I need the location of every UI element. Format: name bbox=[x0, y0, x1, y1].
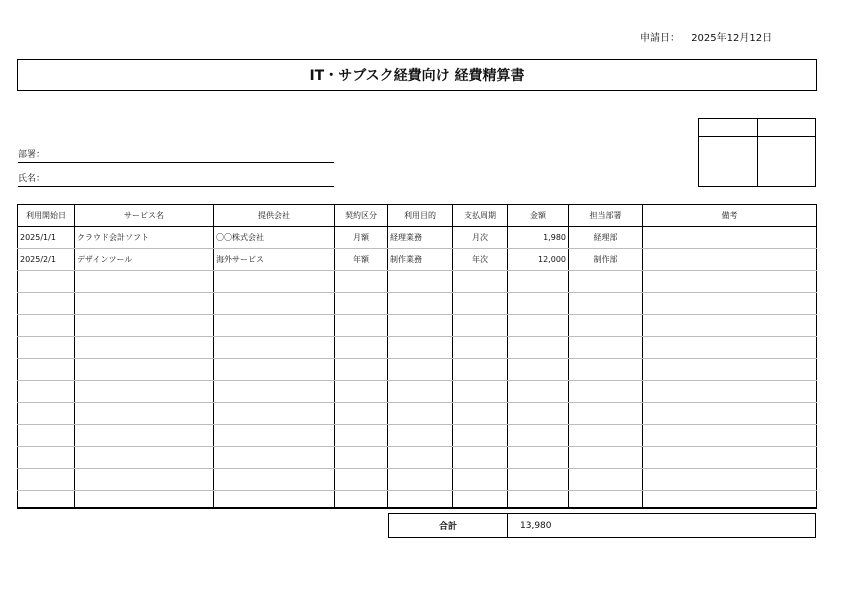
department-cell[interactable] bbox=[569, 403, 643, 425]
contract-cell[interactable] bbox=[335, 293, 388, 315]
start-date-cell[interactable] bbox=[18, 293, 75, 315]
service-cell[interactable] bbox=[75, 315, 214, 337]
cycle-cell[interactable] bbox=[453, 337, 508, 359]
service-cell[interactable]: デザインツール bbox=[75, 249, 214, 271]
amount-cell[interactable] bbox=[508, 447, 569, 469]
start-date-cell[interactable] bbox=[18, 447, 75, 469]
provider-cell[interactable] bbox=[214, 469, 335, 491]
note-cell[interactable] bbox=[643, 425, 817, 447]
department-cell[interactable] bbox=[569, 315, 643, 337]
purpose-cell[interactable] bbox=[388, 381, 453, 403]
start-date-cell[interactable] bbox=[18, 271, 75, 293]
service-cell[interactable] bbox=[75, 359, 214, 381]
provider-cell[interactable] bbox=[214, 359, 335, 381]
service-cell[interactable] bbox=[75, 271, 214, 293]
contract-cell[interactable] bbox=[335, 359, 388, 381]
department-field[interactable] bbox=[18, 148, 334, 163]
purpose-cell[interactable] bbox=[388, 403, 453, 425]
name-label: 氏名： bbox=[18, 174, 46, 184]
table-row bbox=[18, 403, 817, 425]
start-date-cell[interactable]: 2025/1/1 bbox=[18, 227, 75, 249]
amount-cell[interactable] bbox=[508, 403, 569, 425]
service-cell[interactable]: クラウド会計ソフト bbox=[75, 227, 214, 249]
department-cell[interactable] bbox=[569, 381, 643, 403]
department-cell[interactable] bbox=[569, 491, 643, 509]
purpose-cell[interactable]: 経理業務 bbox=[388, 227, 453, 249]
provider-cell[interactable] bbox=[214, 271, 335, 293]
amount-cell[interactable] bbox=[508, 359, 569, 381]
application-date-label: 申請日： bbox=[640, 33, 680, 44]
service-cell[interactable] bbox=[75, 403, 214, 425]
purpose-cell[interactable] bbox=[388, 293, 453, 315]
column-header: 提供会社 bbox=[214, 205, 335, 227]
table-row bbox=[18, 315, 817, 337]
amount-cell[interactable] bbox=[508, 315, 569, 337]
application-date bbox=[640, 29, 820, 44]
cycle-cell[interactable] bbox=[453, 403, 508, 425]
amount-cell[interactable]: 1,980 bbox=[508, 227, 569, 249]
purpose-cell[interactable] bbox=[388, 337, 453, 359]
amount-cell[interactable] bbox=[508, 381, 569, 403]
contract-cell[interactable] bbox=[335, 425, 388, 447]
table-row bbox=[18, 469, 817, 491]
contract-cell[interactable] bbox=[335, 491, 388, 509]
provider-cell[interactable] bbox=[214, 315, 335, 337]
service-cell[interactable] bbox=[75, 293, 214, 315]
name-field[interactable] bbox=[18, 172, 334, 187]
start-date-cell[interactable] bbox=[18, 469, 75, 491]
note-cell[interactable] bbox=[643, 271, 817, 293]
provider-cell[interactable] bbox=[214, 491, 335, 509]
department-cell[interactable] bbox=[569, 359, 643, 381]
table-row bbox=[18, 271, 817, 293]
cycle-cell[interactable] bbox=[453, 293, 508, 315]
amount-cell[interactable] bbox=[508, 491, 569, 509]
contract-cell[interactable] bbox=[335, 337, 388, 359]
cycle-cell[interactable] bbox=[453, 447, 508, 469]
department-label: 部署： bbox=[18, 150, 46, 160]
cycle-cell[interactable] bbox=[453, 271, 508, 293]
column-header: 利用開始日 bbox=[18, 205, 75, 227]
total-value: 13,980 bbox=[508, 514, 816, 538]
department-cell[interactable] bbox=[569, 293, 643, 315]
contract-cell[interactable] bbox=[335, 315, 388, 337]
provider-cell[interactable] bbox=[214, 403, 335, 425]
purpose-cell[interactable] bbox=[388, 359, 453, 381]
department-cell[interactable]: 経理部 bbox=[569, 227, 643, 249]
purpose-cell[interactable] bbox=[388, 447, 453, 469]
department-cell[interactable] bbox=[569, 271, 643, 293]
note-cell[interactable] bbox=[643, 469, 817, 491]
note-cell[interactable] bbox=[643, 337, 817, 359]
table-row bbox=[18, 447, 817, 469]
cycle-cell[interactable]: 月次 bbox=[453, 227, 508, 249]
stamp-cell-2[interactable] bbox=[757, 137, 816, 187]
cycle-cell[interactable] bbox=[453, 491, 508, 509]
table-row bbox=[18, 337, 817, 359]
purpose-cell[interactable] bbox=[388, 425, 453, 447]
purpose-cell[interactable] bbox=[388, 491, 453, 509]
table-row bbox=[18, 491, 817, 509]
provider-cell[interactable] bbox=[214, 425, 335, 447]
contract-cell[interactable]: 年額 bbox=[335, 249, 388, 271]
service-cell[interactable] bbox=[75, 447, 214, 469]
column-header: 利用目的 bbox=[388, 205, 453, 227]
table-header-row bbox=[18, 205, 817, 227]
start-date-cell[interactable]: 2025/2/1 bbox=[18, 249, 75, 271]
provider-cell[interactable] bbox=[214, 381, 335, 403]
stamp-header-cell-1[interactable] bbox=[699, 119, 758, 137]
table-row bbox=[18, 227, 817, 249]
expense-table bbox=[17, 204, 817, 509]
purpose-cell[interactable] bbox=[388, 271, 453, 293]
start-date-cell[interactable] bbox=[18, 491, 75, 509]
service-cell[interactable] bbox=[75, 469, 214, 491]
column-header: 担当部署 bbox=[569, 205, 643, 227]
table-row bbox=[18, 249, 817, 271]
stamp-header-cell-2[interactable] bbox=[757, 119, 816, 137]
start-date-cell[interactable] bbox=[18, 425, 75, 447]
column-header: サービス名 bbox=[75, 205, 214, 227]
contract-cell[interactable] bbox=[335, 403, 388, 425]
start-date-cell[interactable] bbox=[18, 315, 75, 337]
amount-cell[interactable] bbox=[508, 271, 569, 293]
service-cell[interactable] bbox=[75, 425, 214, 447]
service-cell[interactable] bbox=[75, 381, 214, 403]
contract-cell[interactable] bbox=[335, 447, 388, 469]
approval-stamp-box bbox=[698, 118, 816, 187]
provider-cell[interactable] bbox=[214, 447, 335, 469]
note-cell[interactable] bbox=[643, 381, 817, 403]
cycle-cell[interactable] bbox=[453, 469, 508, 491]
department-cell[interactable]: 制作部 bbox=[569, 249, 643, 271]
stamp-cell-1[interactable] bbox=[699, 137, 758, 187]
note-cell[interactable] bbox=[643, 359, 817, 381]
purpose-cell[interactable] bbox=[388, 315, 453, 337]
amount-cell[interactable] bbox=[508, 293, 569, 315]
table-row bbox=[18, 359, 817, 381]
service-cell[interactable] bbox=[75, 337, 214, 359]
start-date-cell[interactable] bbox=[18, 381, 75, 403]
application-date-value[interactable]: 2025年12月12日 bbox=[691, 33, 773, 44]
cycle-cell[interactable] bbox=[453, 359, 508, 381]
purpose-cell[interactable] bbox=[388, 469, 453, 491]
amount-cell[interactable] bbox=[508, 469, 569, 491]
total-row bbox=[388, 513, 816, 538]
cycle-cell[interactable] bbox=[453, 381, 508, 403]
amount-cell[interactable] bbox=[508, 337, 569, 359]
service-cell[interactable] bbox=[75, 491, 214, 509]
column-header: 備考 bbox=[643, 205, 817, 227]
department-cell[interactable] bbox=[569, 469, 643, 491]
department-cell[interactable] bbox=[569, 425, 643, 447]
contract-cell[interactable] bbox=[335, 469, 388, 491]
column-header: 金額 bbox=[508, 205, 569, 227]
start-date-cell[interactable] bbox=[18, 403, 75, 425]
column-header: 支払周期 bbox=[453, 205, 508, 227]
cycle-cell[interactable]: 年次 bbox=[453, 249, 508, 271]
total-label: 合計 bbox=[389, 514, 508, 538]
note-cell[interactable] bbox=[643, 403, 817, 425]
provider-cell[interactable]: 海外サービス bbox=[214, 249, 335, 271]
column-header: 契約区分 bbox=[335, 205, 388, 227]
cycle-cell[interactable] bbox=[453, 425, 508, 447]
note-cell[interactable] bbox=[643, 227, 817, 249]
provider-cell[interactable] bbox=[214, 293, 335, 315]
note-cell[interactable] bbox=[643, 293, 817, 315]
table-row bbox=[18, 425, 817, 447]
provider-cell[interactable] bbox=[214, 337, 335, 359]
note-cell[interactable] bbox=[643, 491, 817, 509]
provider-cell[interactable]: 〇〇株式会社 bbox=[214, 227, 335, 249]
table-row bbox=[18, 293, 817, 315]
contract-cell[interactable] bbox=[335, 381, 388, 403]
note-cell[interactable] bbox=[643, 447, 817, 469]
start-date-cell[interactable] bbox=[18, 359, 75, 381]
purpose-cell[interactable]: 制作業務 bbox=[388, 249, 453, 271]
note-cell[interactable] bbox=[643, 315, 817, 337]
note-cell[interactable] bbox=[643, 249, 817, 271]
amount-cell[interactable]: 12,000 bbox=[508, 249, 569, 271]
contract-cell[interactable] bbox=[335, 271, 388, 293]
department-cell[interactable] bbox=[569, 337, 643, 359]
department-cell[interactable] bbox=[569, 447, 643, 469]
table-row bbox=[18, 381, 817, 403]
amount-cell[interactable] bbox=[508, 425, 569, 447]
cycle-cell[interactable] bbox=[453, 315, 508, 337]
start-date-cell[interactable] bbox=[18, 337, 75, 359]
contract-cell[interactable]: 月額 bbox=[335, 227, 388, 249]
document-title: IT・サブスク経費向け 経費精算書 bbox=[17, 59, 817, 91]
